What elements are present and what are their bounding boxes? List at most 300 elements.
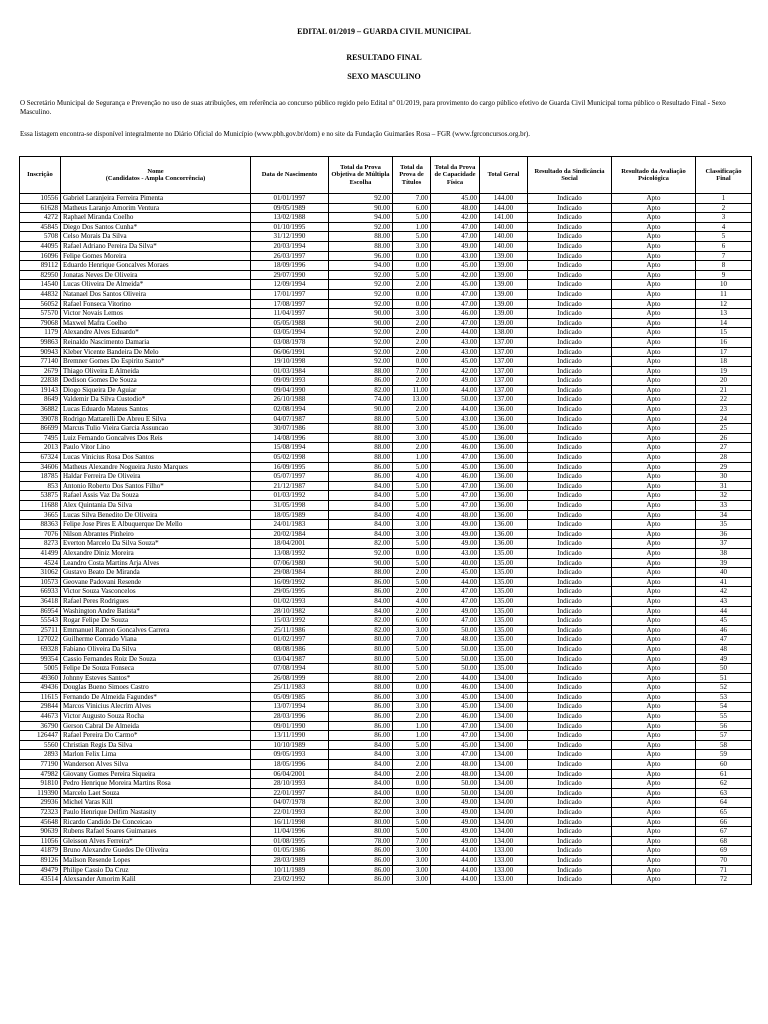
cell-nascimento: 13/02/1988 (251, 213, 329, 223)
cell-nascimento: 03/05/1994 (251, 328, 329, 338)
cell-capacidade: 48.00 (431, 769, 480, 779)
cell-geral: 136.00 (480, 414, 528, 424)
cell-capacidade: 49.00 (431, 808, 480, 818)
cell-psicologica: Apto (612, 395, 696, 405)
cell-psicologica: Apto (612, 875, 696, 885)
cell-nome: Rafael Fonseca Vitorino (61, 299, 251, 309)
cell-objetiva: 86.00 (329, 577, 393, 587)
cell-inscricao: 79068 (20, 318, 61, 328)
cell-titulos: 11.00 (393, 385, 431, 395)
cell-sindicancia: Indicado (528, 299, 612, 309)
cell-geral: 133.00 (480, 855, 528, 865)
cell-nome: Marcelo Laet Souza (61, 788, 251, 798)
cell-classificacao: 43 (696, 596, 752, 606)
cell-capacidade: 43.00 (431, 347, 480, 357)
cell-sindicancia: Indicado (528, 424, 612, 434)
cell-inscricao: 4272 (20, 213, 61, 223)
cell-classificacao: 14 (696, 318, 752, 328)
cell-classificacao: 2 (696, 203, 752, 213)
cell-capacidade: 48.00 (431, 203, 480, 213)
cell-sindicancia: Indicado (528, 616, 612, 626)
cell-sindicancia: Indicado (528, 712, 612, 722)
cell-geral: 135.00 (480, 616, 528, 626)
cell-capacidade: 47.00 (431, 501, 480, 511)
cell-sindicancia: Indicado (528, 798, 612, 808)
cell-sindicancia: Indicado (528, 836, 612, 846)
cell-capacidade: 47.00 (431, 299, 480, 309)
cell-classificacao: 7 (696, 251, 752, 261)
cell-objetiva: 86.00 (329, 587, 393, 597)
cell-titulos: 5.00 (393, 664, 431, 674)
cell-objetiva: 82.00 (329, 616, 393, 626)
table-row (20, 712, 752, 722)
cell-nascimento: 28/03/1996 (251, 712, 329, 722)
cell-titulos: 2.00 (393, 769, 431, 779)
cell-geral: 134.00 (480, 808, 528, 818)
cell-sindicancia: Indicado (528, 289, 612, 299)
cell-geral: 136.00 (480, 529, 528, 539)
cell-geral: 144.00 (480, 203, 528, 213)
cell-nascimento: 05/09/1985 (251, 692, 329, 702)
cell-titulos: 5.00 (393, 827, 431, 837)
cell-titulos: 5.00 (393, 414, 431, 424)
table-row (20, 385, 752, 395)
cell-psicologica: Apto (612, 328, 696, 338)
table-row (20, 241, 752, 251)
cell-objetiva: 88.00 (329, 453, 393, 463)
cell-nascimento: 15/03/1992 (251, 616, 329, 626)
cell-titulos: 2.00 (393, 587, 431, 597)
table-row (20, 433, 752, 443)
cell-capacidade: 50.00 (431, 664, 480, 674)
cell-capacidade: 48.00 (431, 760, 480, 770)
cell-objetiva: 84.00 (329, 769, 393, 779)
cell-psicologica: Apto (612, 347, 696, 357)
cell-titulos: 3.00 (393, 241, 431, 251)
cell-classificacao: 58 (696, 740, 752, 750)
cell-titulos: 3.00 (393, 424, 431, 434)
cell-nome: Dedison Gomes De Souza (61, 376, 251, 386)
header-nome-subtitle: (Candidatos - Ampla Concorrência) (105, 175, 206, 182)
cell-nascimento: 07/06/1980 (251, 558, 329, 568)
table-row (20, 760, 752, 770)
cell-geral: 134.00 (480, 731, 528, 741)
cell-inscricao: 57570 (20, 309, 61, 319)
cell-titulos: 0.00 (393, 779, 431, 789)
table-row (20, 213, 752, 223)
cell-sindicancia: Indicado (528, 405, 612, 415)
cell-psicologica: Apto (612, 798, 696, 808)
cell-nome: Reinaldo Nascimento Damaria (61, 337, 251, 347)
cell-inscricao: 44673 (20, 712, 61, 722)
cell-geral: 134.00 (480, 702, 528, 712)
table-row (20, 817, 752, 827)
header-nascimento: Data de Nascimento (251, 157, 329, 194)
cell-inscricao: 99863 (20, 337, 61, 347)
cell-nascimento: 11/04/1997 (251, 309, 329, 319)
cell-sindicancia: Indicado (528, 548, 612, 558)
cell-psicologica: Apto (612, 692, 696, 702)
cell-objetiva: 84.00 (329, 779, 393, 789)
cell-titulos: 0.00 (393, 683, 431, 693)
table-row (20, 414, 752, 424)
cell-nascimento: 22/01/1993 (251, 808, 329, 818)
cell-nascimento: 14/08/1996 (251, 433, 329, 443)
cell-sindicancia: Indicado (528, 357, 612, 367)
cell-geral: 144.00 (480, 194, 528, 204)
cell-capacidade: 44.00 (431, 405, 480, 415)
cell-sindicancia: Indicado (528, 280, 612, 290)
cell-psicologica: Apto (612, 712, 696, 722)
cell-geral: 134.00 (480, 740, 528, 750)
cell-titulos: 3.00 (393, 750, 431, 760)
cell-sindicancia: Indicado (528, 683, 612, 693)
cell-capacidade: 49.00 (431, 836, 480, 846)
cell-inscricao: 44832 (20, 289, 61, 299)
cell-nascimento: 05/05/1988 (251, 318, 329, 328)
cell-nome: Raphael Miranda Coelho (61, 213, 251, 223)
cell-nascimento: 09/05/1989 (251, 203, 329, 213)
cell-nascimento: 03/08/1978 (251, 337, 329, 347)
cell-objetiva: 84.00 (329, 481, 393, 491)
intro-paragraph: O Secretário Municipal de Segurança e Prevenção no uso de suas atribuições, em referência ao concurso público regido pelo Edital nº 01/2019, para provimento do cargo público efetivo de Guarda Civil Municipal torna público o Resultado Final - Sexo Masculino. (20, 99, 726, 116)
cell-nascimento: 16/11/1998 (251, 817, 329, 827)
table-row (20, 673, 752, 683)
cell-classificacao: 59 (696, 750, 752, 760)
cell-sindicancia: Indicado (528, 760, 612, 770)
cell-sindicancia: Indicado (528, 558, 612, 568)
cell-classificacao: 46 (696, 625, 752, 635)
cell-classificacao: 64 (696, 798, 752, 808)
cell-sindicancia: Indicado (528, 692, 612, 702)
cell-geral: 136.00 (480, 443, 528, 453)
cell-geral: 135.00 (480, 625, 528, 635)
cell-titulos: 5.00 (393, 481, 431, 491)
cell-classificacao: 50 (696, 664, 752, 674)
cell-sindicancia: Indicado (528, 750, 612, 760)
cell-classificacao: 12 (696, 299, 752, 309)
cell-objetiva: 88.00 (329, 568, 393, 578)
cell-nome: Ricardo Candido De Conceicao (61, 817, 251, 827)
table-row (20, 587, 752, 597)
cell-psicologica: Apto (612, 299, 696, 309)
cell-sindicancia: Indicado (528, 501, 612, 511)
cell-capacidade: 49.00 (431, 539, 480, 549)
cell-inscricao: 67324 (20, 453, 61, 463)
cell-objetiva: 88.00 (329, 683, 393, 693)
cell-sindicancia: Indicado (528, 664, 612, 674)
cell-titulos: 2.00 (393, 405, 431, 415)
cell-geral: 139.00 (480, 270, 528, 280)
cell-capacidade: 45.00 (431, 433, 480, 443)
cell-sindicancia: Indicado (528, 222, 612, 232)
cell-objetiva: 86.00 (329, 846, 393, 856)
cell-sindicancia: Indicado (528, 443, 612, 453)
table-row (20, 424, 752, 434)
cell-psicologica: Apto (612, 721, 696, 731)
cell-objetiva: 92.00 (329, 347, 393, 357)
cell-objetiva: 82.00 (329, 539, 393, 549)
table-row (20, 616, 752, 626)
cell-objetiva: 84.00 (329, 529, 393, 539)
cell-titulos: 4.00 (393, 596, 431, 606)
cell-psicologica: Apto (612, 491, 696, 501)
table-row (20, 827, 752, 837)
cell-inscricao: 44095 (20, 241, 61, 251)
cell-capacidade: 47.00 (431, 596, 480, 606)
table-row (20, 750, 752, 760)
table-row (20, 357, 752, 367)
cell-titulos: 5.00 (393, 232, 431, 242)
cell-capacidade: 49.00 (431, 817, 480, 827)
cell-inscricao: 31062 (20, 568, 61, 578)
cell-nome: Kleber Vicente Bandeira De Melo (61, 347, 251, 357)
cell-nascimento: 13/07/1994 (251, 702, 329, 712)
table-row (20, 875, 752, 885)
cell-psicologica: Apto (612, 625, 696, 635)
cell-inscricao: 853 (20, 481, 61, 491)
cell-sindicancia: Indicado (528, 309, 612, 319)
cell-nascimento: 18/05/1989 (251, 510, 329, 520)
cell-geral: 140.00 (480, 222, 528, 232)
cell-classificacao: 41 (696, 577, 752, 587)
cell-objetiva: 92.00 (329, 337, 393, 347)
cell-psicologica: Apto (612, 337, 696, 347)
cell-nome: Rafael Adriano Pereira Da Silva* (61, 241, 251, 251)
table-row (20, 347, 752, 357)
cell-sindicancia: Indicado (528, 827, 612, 837)
cell-psicologica: Apto (612, 855, 696, 865)
table-header-row (20, 157, 752, 194)
cell-capacidade: 50.00 (431, 395, 480, 405)
cell-capacidade: 49.00 (431, 798, 480, 808)
cell-geral: 134.00 (480, 692, 528, 702)
table-row (20, 481, 752, 491)
cell-capacidade: 47.00 (431, 721, 480, 731)
document-title: EDITAL 01/2019 – GUARDA CIVIL MUNICIPAL (297, 27, 471, 36)
cell-capacidade: 42.00 (431, 270, 480, 280)
cell-nascimento: 26/08/1999 (251, 673, 329, 683)
cell-capacidade: 50.00 (431, 625, 480, 635)
cell-geral: 135.00 (480, 664, 528, 674)
cell-psicologica: Apto (612, 520, 696, 530)
cell-objetiva: 92.00 (329, 289, 393, 299)
cell-sindicancia: Indicado (528, 731, 612, 741)
cell-sindicancia: Indicado (528, 213, 612, 223)
cell-sindicancia: Indicado (528, 328, 612, 338)
cell-nascimento: 10/11/1989 (251, 865, 329, 875)
cell-inscricao: 49479 (20, 865, 61, 875)
cell-capacidade: 43.00 (431, 337, 480, 347)
cell-titulos: 3.00 (393, 433, 431, 443)
cell-capacidade: 50.00 (431, 788, 480, 798)
cell-capacidade: 50.00 (431, 779, 480, 789)
cell-psicologica: Apto (612, 673, 696, 683)
cell-classificacao: 53 (696, 692, 752, 702)
cell-titulos: 2.00 (393, 760, 431, 770)
cell-titulos: 5.00 (393, 501, 431, 511)
cell-psicologica: Apto (612, 760, 696, 770)
cell-nome: Victor Novais Lemos (61, 309, 251, 319)
cell-titulos: 4.00 (393, 510, 431, 520)
cell-nascimento: 01/05/1986 (251, 846, 329, 856)
cell-sindicancia: Indicado (528, 347, 612, 357)
cell-titulos: 1.00 (393, 453, 431, 463)
cell-capacidade: 46.00 (431, 472, 480, 482)
cell-objetiva: 80.00 (329, 664, 393, 674)
cell-inscricao: 86699 (20, 424, 61, 434)
availability-paragraph: Essa listagem encontra-se disponível integralmente no Diário Oficial do Município (www.pbh.gov.br/dom) e no site da Fundação Guimarães Rosa – FGR (www.fgrconcursos.org.br). (20, 130, 530, 138)
cell-inscricao: 29844 (20, 702, 61, 712)
cell-geral: 134.00 (480, 721, 528, 731)
cell-nascimento: 12/09/1994 (251, 280, 329, 290)
cell-nome: Alex Quintania Da Silva (61, 501, 251, 511)
cell-inscricao: 56052 (20, 299, 61, 309)
cell-nascimento: 04/07/1978 (251, 798, 329, 808)
cell-capacidade: 46.00 (431, 712, 480, 722)
cell-capacidade: 44.00 (431, 385, 480, 395)
cell-geral: 136.00 (480, 453, 528, 463)
table-row (20, 740, 752, 750)
cell-nome: Matheus Laranjo Amorim Ventura (61, 203, 251, 213)
cell-geral: 139.00 (480, 309, 528, 319)
cell-classificacao: 19 (696, 366, 752, 376)
cell-nascimento: 20/03/1994 (251, 241, 329, 251)
cell-objetiva: 84.00 (329, 491, 393, 501)
cell-sindicancia: Indicado (528, 702, 612, 712)
cell-classificacao: 63 (696, 788, 752, 798)
cell-inscricao: 61628 (20, 203, 61, 213)
cell-capacidade: 42.00 (431, 366, 480, 376)
cell-nome: Luiz Fernando Goncalves Dos Reis (61, 433, 251, 443)
cell-sindicancia: Indicado (528, 779, 612, 789)
cell-inscricao: 82950 (20, 270, 61, 280)
cell-classificacao: 38 (696, 548, 752, 558)
table-row (20, 702, 752, 712)
cell-geral: 136.00 (480, 491, 528, 501)
cell-geral: 134.00 (480, 673, 528, 683)
cell-sindicancia: Indicado (528, 654, 612, 664)
cell-nascimento: 17/08/1997 (251, 299, 329, 309)
table-row (20, 309, 752, 319)
cell-nascimento: 31/12/1990 (251, 232, 329, 242)
cell-inscricao: 66933 (20, 587, 61, 597)
results-table (19, 156, 752, 885)
cell-titulos: 0.00 (393, 261, 431, 271)
cell-classificacao: 49 (696, 654, 752, 664)
cell-sindicancia: Indicado (528, 808, 612, 818)
cell-nome: Christian Regis Da Silva (61, 740, 251, 750)
cell-nascimento: 01/03/1984 (251, 366, 329, 376)
cell-titulos: 0.00 (393, 788, 431, 798)
cell-sindicancia: Indicado (528, 385, 612, 395)
table-row (20, 443, 752, 453)
cell-nascimento: 01/10/1995 (251, 222, 329, 232)
table-row (20, 606, 752, 616)
cell-geral: 139.00 (480, 261, 528, 271)
cell-nascimento: 17/01/1997 (251, 289, 329, 299)
cell-capacidade: 44.00 (431, 577, 480, 587)
header-nome (61, 157, 251, 194)
cell-inscricao: 77190 (20, 760, 61, 770)
cell-sindicancia: Indicado (528, 510, 612, 520)
document-subtitle-sex: SEXO MASCULINO (347, 72, 421, 81)
cell-geral: 135.00 (480, 587, 528, 597)
table-row (20, 539, 752, 549)
cell-capacidade: 44.00 (431, 855, 480, 865)
cell-classificacao: 44 (696, 606, 752, 616)
cell-classificacao: 4 (696, 222, 752, 232)
table-row (20, 625, 752, 635)
cell-psicologica: Apto (612, 472, 696, 482)
cell-sindicancia: Indicado (528, 846, 612, 856)
cell-capacidade: 44.00 (431, 875, 480, 885)
cell-nascimento: 30/07/1986 (251, 424, 329, 434)
cell-psicologica: Apto (612, 443, 696, 453)
header-titulos: Total da Prova de Títulos (393, 157, 431, 194)
cell-nome: Bremner Gomes Do Espirito Santo* (61, 357, 251, 367)
cell-psicologica: Apto (612, 462, 696, 472)
cell-capacidade: 44.00 (431, 865, 480, 875)
header-classificacao: Classificação Final (696, 157, 752, 194)
cell-sindicancia: Indicado (528, 366, 612, 376)
cell-classificacao: 23 (696, 405, 752, 415)
cell-psicologica: Apto (612, 203, 696, 213)
cell-classificacao: 48 (696, 644, 752, 654)
cell-classificacao: 37 (696, 539, 752, 549)
cell-capacidade: 47.00 (431, 289, 480, 299)
cell-objetiva: 80.00 (329, 827, 393, 837)
cell-classificacao: 65 (696, 808, 752, 818)
cell-titulos: 3.00 (393, 798, 431, 808)
table-row (20, 788, 752, 798)
cell-objetiva: 90.00 (329, 558, 393, 568)
cell-titulos: 3.00 (393, 875, 431, 885)
cell-nome: Paulo Henrique Delfim Nastasity (61, 808, 251, 818)
cell-nome: Giovany Gomes Pereira Siqueira (61, 769, 251, 779)
cell-objetiva: 84.00 (329, 510, 393, 520)
cell-nascimento: 19/10/1998 (251, 357, 329, 367)
cell-nome: Alexsander Amorim Kalil (61, 875, 251, 885)
cell-titulos: 2.00 (393, 280, 431, 290)
cell-classificacao: 67 (696, 827, 752, 837)
cell-classificacao: 18 (696, 357, 752, 367)
cell-psicologica: Apto (612, 357, 696, 367)
header-sindicancia: Resultado da Sindicância Social (528, 157, 612, 194)
cell-inscricao: 7076 (20, 529, 61, 539)
cell-nome: Marcos Vinicius Alecrim Alves (61, 702, 251, 712)
cell-objetiva: 74.00 (329, 395, 393, 405)
cell-geral: 136.00 (480, 539, 528, 549)
cell-psicologica: Apto (612, 827, 696, 837)
cell-psicologica: Apto (612, 453, 696, 463)
cell-capacidade: 46.00 (431, 683, 480, 693)
cell-nome: Rubens Rafael Soares Guimaraes (61, 827, 251, 837)
cell-nome: Pedro Henrique Moreira Martins Rosa (61, 779, 251, 789)
cell-capacidade: 40.00 (431, 558, 480, 568)
cell-psicologica: Apto (612, 750, 696, 760)
cell-geral: 133.00 (480, 865, 528, 875)
cell-geral: 135.00 (480, 635, 528, 645)
cell-geral: 141.00 (480, 213, 528, 223)
cell-nome: Paulo Vitor Lino (61, 443, 251, 453)
cell-capacidade: 47.00 (431, 453, 480, 463)
cell-inscricao: 14540 (20, 280, 61, 290)
cell-geral: 139.00 (480, 280, 528, 290)
cell-inscricao: 3665 (20, 510, 61, 520)
cell-sindicancia: Indicado (528, 769, 612, 779)
cell-geral: 134.00 (480, 750, 528, 760)
